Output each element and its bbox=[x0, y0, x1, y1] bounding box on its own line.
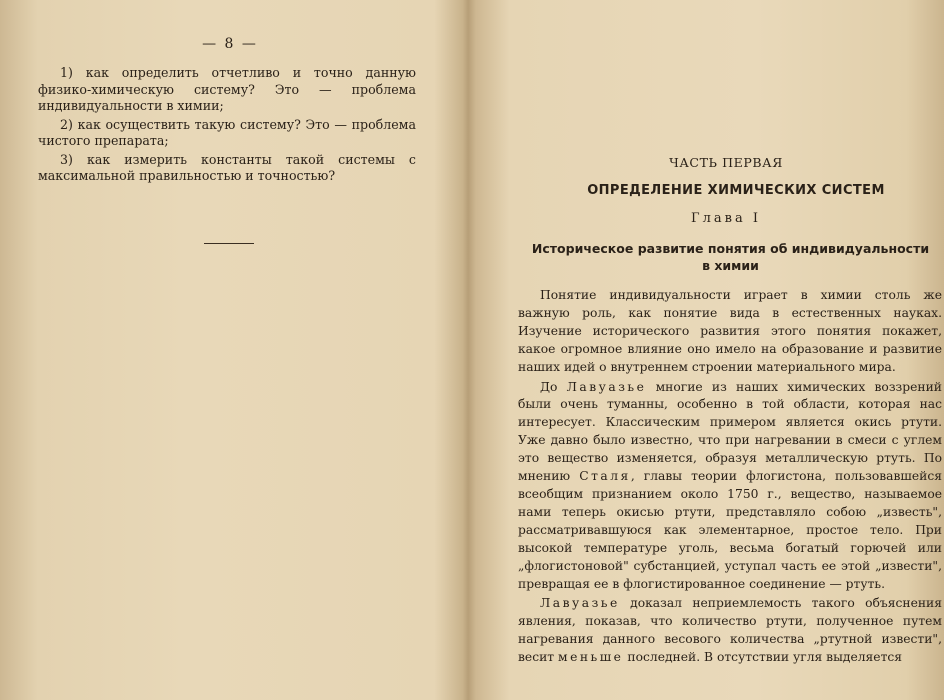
right-page bbox=[476, 0, 944, 700]
paragraph-text: многие из наших химических воззрений были очень туманны, особенно в той области, которая нас интересует. Классическим примером является окись ртути. Уже давно было известно, что при нагревании в смеси с углем это вещество изменяется, образуя металлическую ртуть. По мнению bbox=[518, 379, 942, 484]
part-title: ОПРЕДЕЛЕНИЕ ХИМИЧЕСКИХ СИСТЕМ bbox=[587, 183, 885, 198]
chapter-title-line: в химии bbox=[702, 258, 759, 273]
part-heading: ЧАСТЬ ПЕРВАЯ bbox=[669, 155, 783, 170]
chapter-title bbox=[518, 240, 943, 274]
section-divider bbox=[204, 243, 254, 244]
chapter-heading: Глава I bbox=[691, 211, 761, 226]
question-list bbox=[38, 65, 416, 186]
spaced-word: меньше bbox=[558, 650, 624, 665]
paragraph-text: , главы теории флогистона, пользовавшейся всеобщим признанием около 1750 г., вещество, называемое нами теперь окисью ртути, представляло собою „известь", рассматривавшуюся как элементарное, простое тело. При высокой температуре уголь, весьма богатый горючей или „флогистоновой" субстанцией, уступал часть ее этой „извести", превращая ее в флогистированное соединение — ртуть. bbox=[518, 469, 942, 591]
spaced-name: Лавуазье bbox=[540, 596, 620, 611]
list-item: 3) как измерить константы такой системы с максимальной правильностью и точностью? bbox=[38, 151, 416, 184]
list-item: 1) как определить отчетливо и точно данную физико-химическую систему? Это — проблема индивидуальности в химии; bbox=[38, 65, 416, 114]
paragraph-text: До bbox=[540, 379, 558, 394]
paragraph: Понятие индивидуальности играет в химии столь же важную роль, как понятие вида в естественных науках. Изучение исторического развития этого понятия покажет, какое огромное влияние оно имело на образование и развитие наших идей о внутреннем строении материального мира. bbox=[518, 288, 942, 374]
list-item: 2) как осуществить такую систему? Это — проблема чистого препарата; bbox=[38, 116, 416, 149]
spaced-name: Лавуазье bbox=[566, 379, 647, 394]
paragraph-text: последней. В отсутствии угля выделяется bbox=[627, 650, 903, 665]
spaced-name: Сталя bbox=[579, 469, 631, 484]
left-page bbox=[0, 0, 468, 700]
chapter-title-line: Историческое развитие понятия об индивидуальности bbox=[531, 241, 930, 256]
paragraph-text: доказал неприемлемость такого объяснения явления, показав, что количество ртути, полученное путем нагревания данного весового количества „ртутной извести", весит bbox=[518, 596, 942, 665]
body-text bbox=[518, 287, 942, 669]
paragraph bbox=[518, 595, 942, 667]
page-number: — 8 — bbox=[202, 36, 258, 52]
paragraph bbox=[518, 379, 942, 594]
